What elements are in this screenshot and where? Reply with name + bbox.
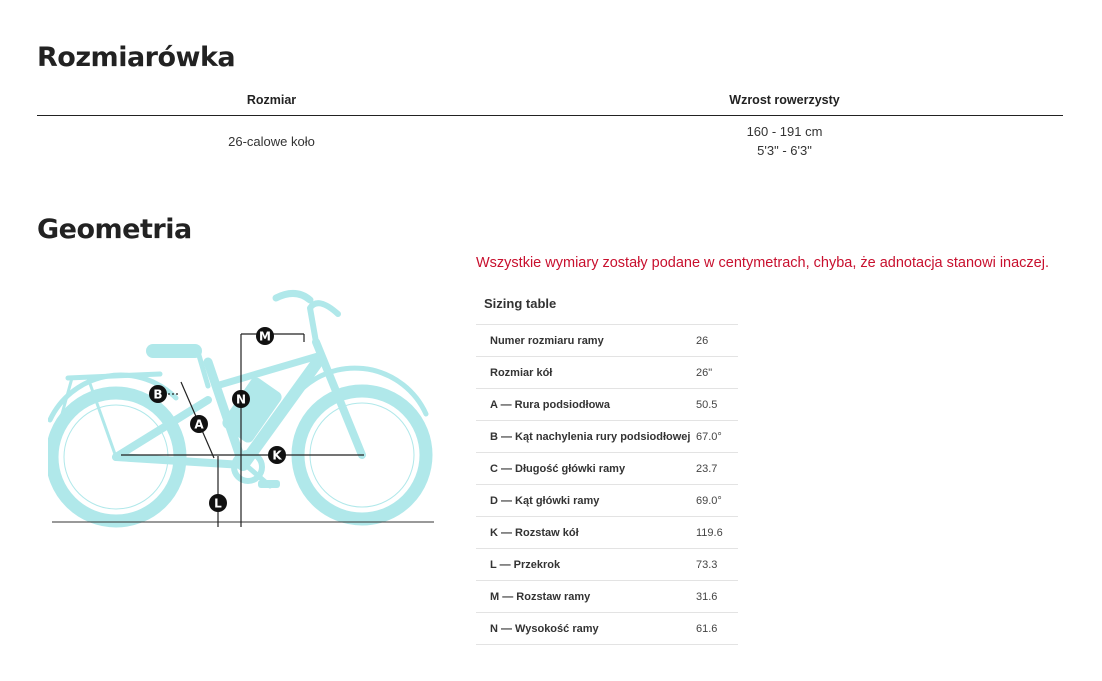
label-m: M — [259, 329, 271, 344]
table-row — [476, 421, 738, 453]
table-row — [476, 453, 738, 485]
rider-height-cm: 160 - 191 cm — [746, 124, 823, 139]
geometry-table-title: Sizing table — [476, 290, 738, 325]
rider-height-value — [506, 122, 1063, 160]
table-row — [476, 581, 738, 613]
label-a: A — [194, 417, 204, 432]
table-row — [476, 613, 738, 645]
row-value: 23.7 — [696, 462, 718, 475]
sizing-table-header — [37, 88, 1063, 116]
row-value: 69.0° — [696, 494, 722, 507]
row-label: L — Przekrok — [490, 558, 561, 571]
row-value: 73.3 — [696, 558, 718, 571]
row-value: 26 — [696, 334, 709, 347]
sizing-table — [37, 88, 1063, 160]
row-value: 119.6 — [696, 526, 723, 539]
table-row — [476, 357, 738, 389]
table-row — [476, 549, 738, 581]
row-label: Rozmiar kół — [490, 366, 553, 379]
row-value: 26" — [696, 366, 713, 379]
row-label: B — Kąt nachylenia rury podsiodłowej — [490, 430, 691, 443]
pedal — [258, 480, 280, 488]
chain-stay — [116, 457, 243, 465]
row-label: C — Długość główki ramy — [490, 462, 626, 475]
size-value: 26-calowe koło — [228, 134, 315, 149]
geometry-table — [476, 290, 738, 645]
bike-geometry-diagram — [48, 282, 440, 542]
table-row — [476, 325, 738, 357]
row-label: N — Wysokość ramy — [490, 622, 599, 635]
row-label: M — Rozstaw ramy — [490, 590, 591, 603]
table-row — [476, 485, 738, 517]
header-size: Rozmiar — [246, 93, 297, 107]
row-label: K — Rozstaw kół — [490, 526, 579, 539]
sizing-title: Rozmiarówka — [37, 42, 236, 73]
rider-height-ft: 5'3" - 6'3" — [757, 143, 812, 158]
stem — [310, 303, 338, 342]
row-label: D — Kąt główki ramy — [490, 494, 600, 507]
row-label: Numer rozmiaru ramy — [490, 334, 604, 347]
header-rider-height: Wzrost rowerzysty — [729, 93, 840, 107]
row-value: 61.6 — [696, 622, 718, 635]
row-value: 67.0° — [696, 430, 722, 443]
geometry-title: Geometria — [37, 214, 192, 245]
units-note: Wszystkie wymiary zostały podane w centymetrach, chyba, że adnotacja stanowi inaczej. — [476, 255, 1049, 271]
saddle — [146, 344, 202, 358]
handlebar — [276, 293, 310, 300]
row-value: 31.6 — [696, 590, 718, 603]
table-row — [476, 517, 738, 549]
row-label: A — Rura podsiodłowa — [490, 398, 610, 411]
sizing-table-row — [37, 116, 1063, 160]
row-value: 50.5 — [696, 398, 718, 411]
label-n: N — [235, 392, 247, 407]
label-b: B — [153, 387, 163, 402]
table-row — [476, 389, 738, 421]
label-l: L — [214, 496, 222, 511]
label-k: K — [272, 448, 282, 463]
